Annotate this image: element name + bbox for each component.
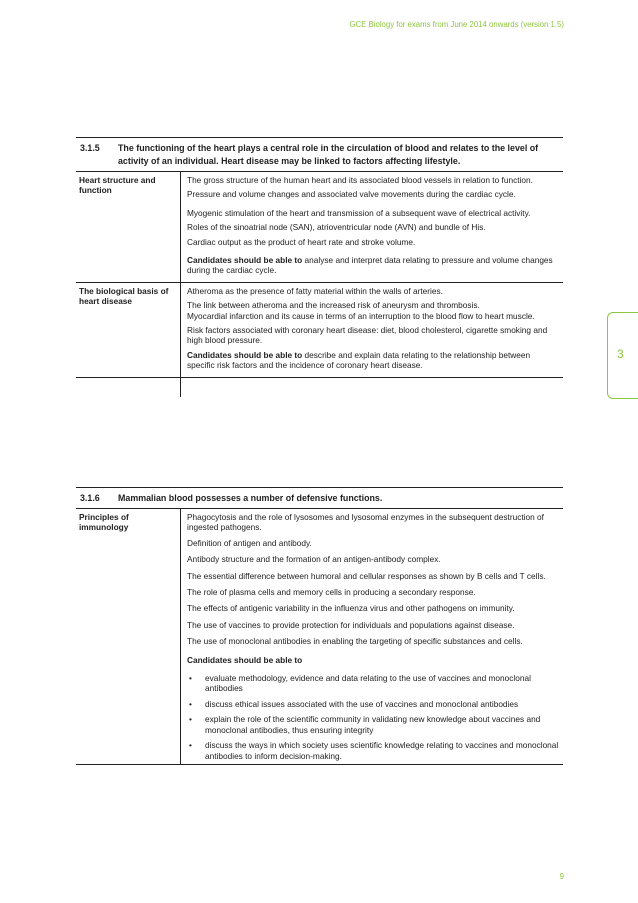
topic-cell: Heart structure and function bbox=[76, 172, 181, 282]
content-paragraph: The effects of antigenic variability in the influenza virus and other pathogens on immunity. bbox=[187, 603, 515, 614]
table-row bbox=[76, 172, 563, 282]
section-heading bbox=[76, 137, 563, 172]
content-paragraph: Myocardial infarction and its cause in terms of an interruption to the blood flow to heart muscle. bbox=[187, 310, 535, 321]
content-paragraph: The link between atheroma and the increased risk of aneurysm and thrombosis. bbox=[187, 300, 480, 311]
content-paragraph: Cardiac output as the product of heart rate and stroke volume. bbox=[187, 236, 416, 247]
spec-table bbox=[76, 172, 563, 397]
content-paragraph: The use of vaccines to provide protection for individuals and populations against disease. bbox=[187, 619, 515, 630]
content-paragraph: The gross structure of the human heart and its associated blood vessels in relation to function. bbox=[187, 175, 533, 185]
candidates-heading: Candidates should be able to bbox=[187, 654, 303, 665]
topic-cell: Principles of immunology bbox=[76, 509, 181, 764]
section-number: 3.1.5 bbox=[80, 143, 100, 153]
content-cell bbox=[181, 509, 564, 764]
page-number: 9 bbox=[559, 872, 564, 881]
content-paragraph: The use of monoclonal antibodies in enabling the targeting of specific substances and cells. bbox=[187, 636, 523, 647]
content-paragraph: Risk factors associated with coronary heart disease: diet, blood cholesterol, cigarette smoking and high blood pressure. bbox=[187, 325, 548, 346]
spec-table bbox=[76, 509, 563, 765]
content-cell bbox=[181, 172, 564, 282]
candidates-paragraph bbox=[187, 350, 560, 371]
section-3-1-5 bbox=[76, 137, 563, 397]
list-item: • discuss ethical issues associated with the use of vaccines and monoclonal antibodies bbox=[187, 699, 560, 709]
candidates-label: Candidates should be able to bbox=[187, 349, 303, 360]
section-tab-number: 3 bbox=[617, 347, 624, 361]
content-paragraph: Definition of antigen and antibody. bbox=[187, 537, 312, 548]
candidates-list bbox=[187, 673, 560, 761]
topic-cell: The biological basis of heart disease bbox=[76, 282, 181, 377]
document-header: GCE Biology for exams from June 2014 onwards (version 1.5) bbox=[349, 20, 564, 29]
table-row bbox=[76, 509, 563, 764]
candidates-text: analyse and interpret data relating to pressure and volume changes during the cardiac cycle. bbox=[187, 255, 553, 276]
content-paragraph: The role of plasma cells and memory cells in producing a secondary response. bbox=[187, 587, 476, 598]
section-tab bbox=[607, 312, 638, 399]
content-paragraph: The essential difference between humoral and cellular responses as shown by B cells and T cells. bbox=[187, 570, 546, 581]
candidates-label: Candidates should be able to bbox=[187, 255, 303, 266]
section-heading bbox=[76, 487, 563, 509]
content-paragraph: Antibody structure and the formation of an antigen-antibody complex. bbox=[187, 554, 441, 565]
list-item: • discuss the ways in which society uses scientific knowledge relating to vaccines and monoclonal antibodies to inform decision-making. bbox=[187, 740, 560, 761]
list-item: • evaluate methodology, evidence and data relating to the use of vaccines and monoclonal antibodies bbox=[187, 673, 560, 694]
section-number: 3.1.6 bbox=[80, 493, 100, 503]
section-title: Mammalian blood possesses a number of defensive functions. bbox=[118, 493, 383, 503]
content-cell bbox=[181, 282, 564, 377]
section-3-1-6 bbox=[76, 487, 563, 765]
section-title: The functioning of the heart plays a central role in the circulation of blood and relates to the level of activity of an individual. Heart disease may be linked to factors affecting lifestyle. bbox=[118, 143, 539, 166]
content-paragraph: Atheroma as the presence of fatty material within the walls of arteries. bbox=[187, 285, 443, 296]
content-paragraph: Roles of the sinoatrial node (SAN), atrioventricular node (AVN) and bundle of His. bbox=[187, 222, 486, 233]
content-paragraph: Pressure and volume changes and associated valve movements during the cardiac cycle. bbox=[187, 189, 516, 200]
content-paragraph: Phagocytosis and the role of lysosomes and lysosomal enzymes in the subsequent destruction of ingested pathogens. bbox=[187, 512, 544, 533]
content-paragraph: Myogenic stimulation of the heart and transmission of a subsequent wave of electrical activity. bbox=[187, 207, 531, 218]
table-spacer-row bbox=[76, 377, 563, 397]
table-row bbox=[76, 282, 563, 377]
candidates-paragraph bbox=[187, 255, 560, 276]
candidates-text: describe and explain data relating to the relationship between specific risk factors and the incidence of coronary heart disease. bbox=[187, 349, 531, 371]
list-item: • explain the role of the scientific community in validating new knowledge about vaccines and monoclonal antibodies, thus ensuring integrity bbox=[187, 714, 560, 735]
